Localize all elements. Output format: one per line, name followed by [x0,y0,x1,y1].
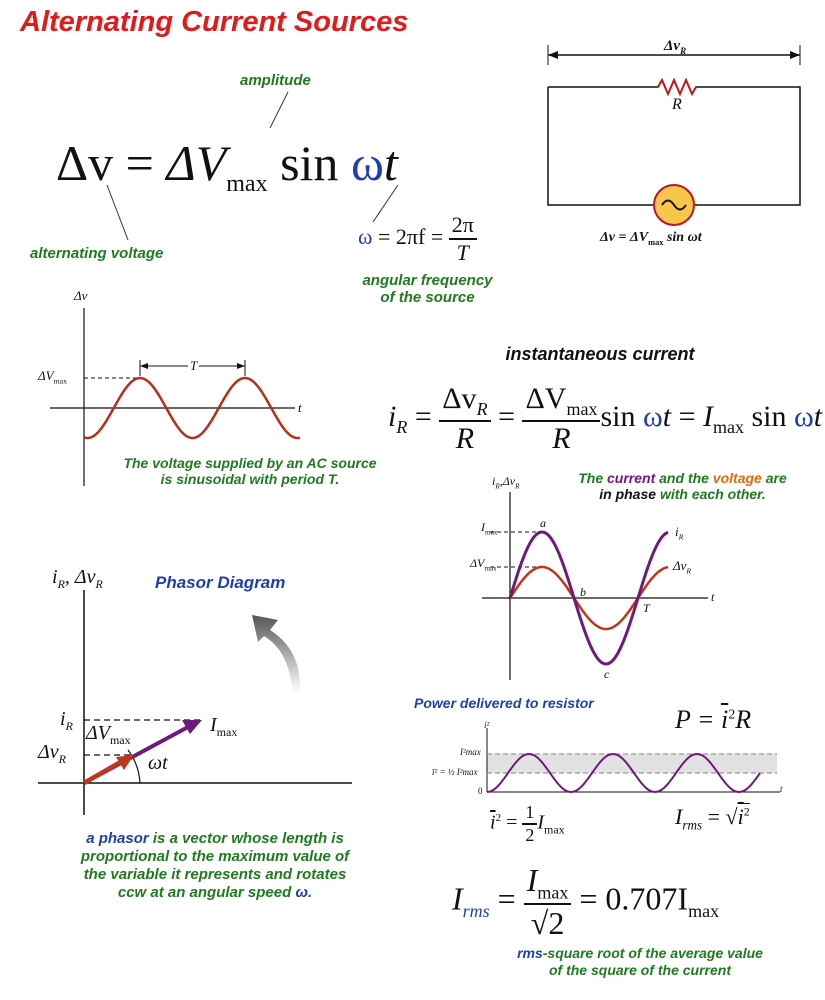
amplitude-label: amplitude [240,72,311,89]
phase-period-label: T [643,601,650,615]
phasor-axis-label: $i_R$, $\Delta v_R$ [52,566,103,591]
voltage-t-label: t [298,400,302,415]
power-heading: Power delivered to resistor [414,695,594,711]
in-phase-caption: The current and the voltage are in phase with each other. [578,470,787,502]
phase-imax-label: $I_{max}$ [481,520,498,537]
page-title: Alternating Current Sources [20,6,409,38]
mean-square-equation: $\overline{i}^2$ = $\frac{1}{2}$ $I_{max}$ [490,802,565,845]
power-avg-label: ī² = ½ I²max [432,767,478,777]
instantaneous-current-equation: $i_R$ = $\frac{\Delta v_R}{R}$ = $\frac{\Delta V_{max}}{R}$ $\sin \omega t = I_{max}$ sin ωt [388,382,823,455]
phasor-vmax-label: $\Delta V_{max}$ [86,722,131,747]
resistor-label: R [672,96,682,113]
power-equation: $P = \overline{i}^2R$ [675,705,752,734]
point-c: c [604,667,610,681]
point-a: a [540,516,546,530]
power-y-label: i² [484,720,490,730]
iR-curve-label: $i_R$ [675,524,684,542]
phasor-angle-label: ωt [148,752,168,774]
rms-root-equation: $I_{rms} = √i^2$ [675,804,750,833]
point-b: b [580,585,586,599]
voltage-caption: The voltage supplied by an AC source is sinusoidal with period T. [123,455,377,487]
phase-t-label: t [711,590,715,604]
phasor-diagram-title: Phasor Diagram [155,573,286,592]
power-t-label: t [780,784,783,794]
voltage-amp-label: $\Delta V_{max}$ [38,368,68,386]
phase-y-label: $i_R,\Delta v_R$ [492,474,520,491]
voltage-y-label: Δv [74,288,88,303]
alternating-voltage-label: alternating voltage [30,245,164,262]
phasor-imax-label: $I_{max}$ [210,714,238,739]
circuit-top-label: $\Delta v_R$ [664,38,687,56]
circuit-caption: $\Delta v = \Delta V_{max}$ sin ωt [600,230,702,247]
phase-vmax-label: $\Delta V_{max}$ [470,556,497,573]
rms-caption: rms-square root of the average value of the square of the current [517,945,763,978]
angular-frequency-label: angular frequency of the source [362,272,493,306]
period-label: T [190,358,198,373]
main-equation: $\Delta v = \Delta V_{max}$ sin ωt [56,135,398,197]
vR-curve-label: $\Delta v_R$ [673,558,692,576]
rms-equation: $I_{rms}$ = $\frac{I_{max}}{√2}$ = $0.707I_{max}$ [452,862,720,942]
instantaneous-current-heading: instantaneous current [505,344,695,364]
phasor-caption: a phasor is a vector whose length is proportional to the maximum value of the variable it represents and rotates ccw at an angular speed ω. [80,830,350,901]
power-imax-sq-label: I²max [460,747,481,757]
power-zero-label: 0 [478,786,483,796]
omega-equation: ω = 2πf = $\frac{2\pi}{T}$ [358,212,477,266]
phasor-iR-label: $i_R$ [60,708,73,733]
phasor-vR-label: $\Delta v_R$ [38,741,66,766]
